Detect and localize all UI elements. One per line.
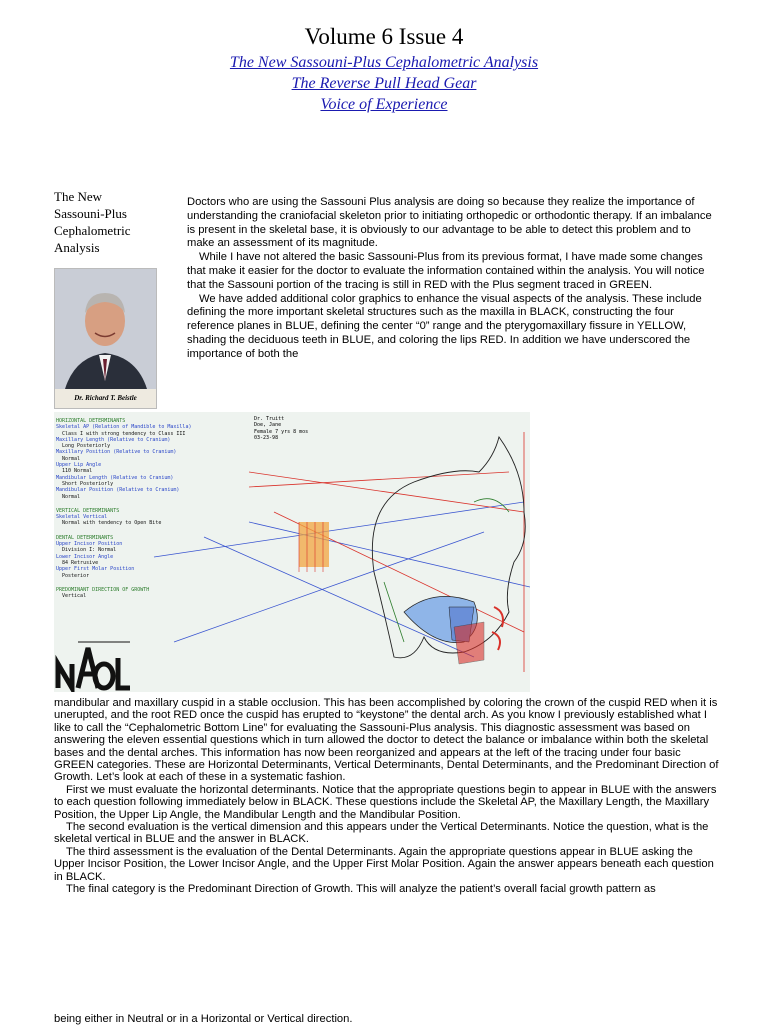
determinant-question: Skeletal Vertical xyxy=(56,514,108,521)
determinant-answer: 84 Retrusive xyxy=(62,559,99,566)
article-body xyxy=(54,697,720,896)
toc-link-headgear[interactable]: The Reverse Pull Head Gear xyxy=(291,75,477,92)
determinant-heading: PREDOMINANT DIRECTION OF GROWTH xyxy=(56,586,150,593)
body-paragraph: The third assessment is the evaluation of the Dental Determinants. Again the appropriate questions appear in BLUE asking the Upper Incisor Position, the Lower Incisor Angle, and the Upper First Molar Position. Again the answer appears beneath each question in BLACK. xyxy=(54,845,714,883)
determinant-heading: HORIZONTAL DETERMINANTS xyxy=(56,418,126,424)
patient-info-line: 03-23-98 xyxy=(254,434,279,441)
patient-info-line: Female 7 yrs 8 mos xyxy=(254,428,309,435)
determinant-question: Mandibular Position (Relative to Cranium) xyxy=(56,487,180,494)
intro-paragraph: While I have not altered the basic Sassouni-Plus from its previous format, I have made some changes that make it easier for the doctor to evaluate the information contained within the analysis. You will notice that the Sassouni portion of the tracing is still in RED with the Plus segment traced in GREEN. xyxy=(187,251,705,291)
table-of-contents xyxy=(0,52,768,115)
toc-link-sassouni[interactable]: The New Sassouni-Plus Cephalometric Analysis xyxy=(229,54,539,71)
body-paragraph: The second evaluation is the vertical dimension and this appears under the Vertical Determinants. Notice the question, what is the skeletal vertical in BLUE and the answer in BLACK. xyxy=(54,821,709,846)
article-side-title: The New Sassouni-Plus Cephalometric Analysis xyxy=(54,189,131,255)
determinant-answer: Posterior xyxy=(62,572,90,579)
page-footer-line: being either in Neutral or in a Horizontal or Vertical direction. xyxy=(54,1013,353,1025)
determinant-heading: DENTAL DETERMINANTS xyxy=(56,534,114,541)
determinant-answer: Long Posteriorly xyxy=(62,443,111,450)
toc-link-voice-of-experience[interactable]: Voice of Experience xyxy=(320,96,448,113)
author-photo xyxy=(54,268,157,409)
determinant-answer: Class I with strong tendency to Class III xyxy=(62,430,186,437)
determinant-answer: Division I: Normal xyxy=(62,547,117,554)
intro-paragraph: We have added additional color graphics to enhance the visual aspects of the analysis. These include defining the more important skeletal structures such as the maxilla in BLACK, constructing the four reference planes in BLUE, defining the center “0” range and the pterygomaxillary fissure in YELLOW, shading the deciduous teeth in BLUE, and coloring the lips RED. In addition we have underscored the importance of both the xyxy=(187,292,702,360)
body-paragraph: First we must evaluate the horizontal determinants. Notice that the appropriate questions begin to appear in BLUE with the answers to each question following immediately below in BLACK. These questions include the Skeletal AP, the Maxillary Length, the Maxillary Position, the Upper Lip Angle, the Mandibular Length and the Mandibular Position. xyxy=(54,783,717,821)
determinant-answer: Normal xyxy=(62,455,81,462)
determinant-question: Maxillary Length (Relative to Cranium) xyxy=(56,436,171,443)
determinant-answer: 110 Normal xyxy=(62,468,93,475)
determinant-question: Upper First Molar Position xyxy=(56,566,135,573)
determinant-answer: Normal xyxy=(62,493,81,500)
determinant-answer: Short Posteriorly xyxy=(62,480,114,487)
determinant-answer: Normal with tendency to Open Bite xyxy=(62,520,162,527)
intro-paragraph: Doctors who are using the Sassouni Plus analysis are doing so because they realize the importance of understanding the craniofacial skeleton prior to initiating orthopedic or orthodontic therapy. If an imbalance is present in the skeletal base, it is obviously to our advantage to be able to detect this problem and to make an assessment of its magnitude. xyxy=(187,196,712,250)
determinant-question: Maxillary Position (Relative to Cranium) xyxy=(56,449,177,456)
determinant-question: Upper Lip Angle xyxy=(56,462,102,469)
body-paragraph: The final category is the Predominant Direction of Growth. This will analyze the patient’s overall facial growth pattern as xyxy=(66,883,656,896)
body-paragraph: mandibular and maxillary cuspid in a stable occlusion. This has been accomplished by coloring the crown of the cuspid RED when it is unerupted, and the root RED once the cuspid has erupted to “keystone” the dental arch. As you know I previously established what I like to call the “Cephalometric Bottom Line” for evaluating the Sassouni-Plus analysis. This diagnostic assessment was based on answering the eleven essential questions which in turn allowed the doctor to detect the balance or imbalance within both the skeletal bases and the dental arches. This information has now been reorganized and appears at the left of the tracing under four basic GREEN categories. These are Horizontal Determinants, Vertical Determinants, Dental Determinants, and the Predominant Direction of Growth. Let’s look at each of these in a systematic fashion. xyxy=(54,697,719,784)
patient-info-line: Doe, Jane xyxy=(254,422,282,429)
determinant-heading: VERTICAL DETERMINANTS xyxy=(56,507,120,514)
newsletter-header xyxy=(0,22,768,115)
determinant-question: Skeletal AP (Relation of Mandible to Maxilla) xyxy=(56,424,192,431)
volume-issue-title: Volume 6 Issue 4 xyxy=(304,24,464,49)
article-intro xyxy=(187,196,717,362)
determinant-question: Upper Incisor Position xyxy=(56,541,123,548)
determinant-answer: Vertical xyxy=(62,593,87,600)
aaol-logo xyxy=(54,640,134,692)
cephalometric-tracing-figure xyxy=(54,412,530,692)
photo-caption: Dr. Richard T. Beistle xyxy=(74,394,137,402)
determinant-question: Lower Incisor Angle xyxy=(56,553,114,560)
patient-info-line: Dr. Truitt xyxy=(254,416,285,422)
determinant-question: Mandibular Length (Relative to Cranium) xyxy=(56,474,174,481)
